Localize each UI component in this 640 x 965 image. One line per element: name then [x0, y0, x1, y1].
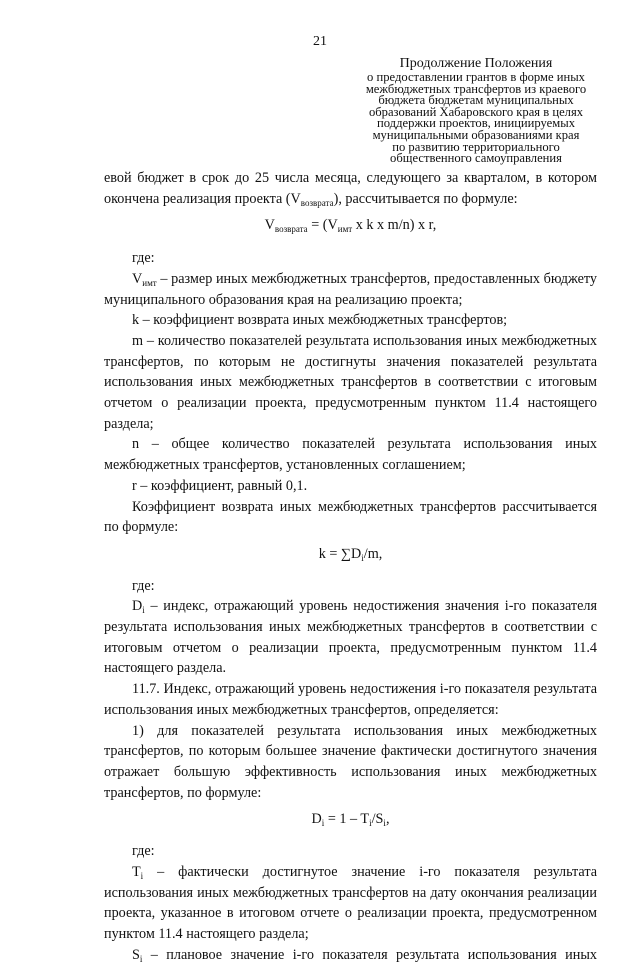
- text-run: D: [132, 598, 143, 615]
- subscript: i: [383, 818, 386, 829]
- header-line: бюджета бюджетам муниципальных: [378, 93, 574, 108]
- where-label: где:: [132, 250, 155, 267]
- text-run: T: [132, 863, 141, 880]
- text-run: k = ∑D: [318, 545, 362, 562]
- subscript: i: [142, 605, 145, 616]
- text-run: = (V: [307, 217, 338, 234]
- document-body: [104, 168, 597, 965]
- text-run: S: [132, 946, 140, 963]
- header-line: межбюджетных трансфертов из краевого: [365, 81, 587, 96]
- definition-di: [104, 596, 597, 679]
- paragraph-k-intro: Коэффициент возврата иных межбюджетных трансфертов рассчитывается по формуле:: [104, 498, 597, 536]
- definition-m: m – количество показателей результата использования иных межбюджетных трансфертов, по которым не достигнуты значения показателей результата использования иных межбюджетных трансфертов в соответствии с итоговым отчетом о реализации проекта, предусмотренным пунктом 11.4 настоящего раздела;: [104, 332, 597, 432]
- document-header: [352, 56, 600, 165]
- subscript: имт: [337, 224, 353, 235]
- subscript: i: [140, 870, 144, 881]
- subscript: i: [369, 818, 372, 829]
- text-run: – плановое значение i-го показателя результата использования иных: [142, 946, 597, 963]
- subscript: возврата: [300, 197, 334, 208]
- subscript: имт: [142, 277, 157, 288]
- definition-k: k – коэффициент возврата иных межбюджетных трансфертов;: [132, 312, 508, 329]
- text-run: ,: [385, 811, 390, 828]
- text-run: – индекс, отражающий уровень недостижения значения i-го показателя результата использования иных межбюджетных трансфертов в соответствии с итоговым отчетом о реализации проекта, предусмотренным пунктом 11.4 настоящего раздела.: [104, 598, 597, 677]
- text-run: = 1 – T: [324, 811, 370, 828]
- header-line: муниципальными образованиями края: [372, 127, 580, 142]
- header-line: общественного самоуправления: [390, 151, 562, 166]
- formula-k: [104, 544, 597, 565]
- where-label: где:: [132, 577, 155, 594]
- header-line: о предоставлении грантов в форме иных: [367, 70, 585, 84]
- formula-return-amount: [104, 215, 597, 236]
- text-run: V: [132, 270, 143, 287]
- paragraph-11-7-item-1: 1) для показателей результата использования иных межбюджетных трансфертов, по которым большее значение фактически достигнутого значения отражает большую эффективность использования иных межбюджетных трансфертов, по формуле:: [104, 722, 597, 801]
- definition-si: [104, 945, 597, 965]
- subscript: i: [139, 953, 143, 964]
- paragraph-continuation: евой бюджет в срок до 25 числа месяца, следующего за кварталом, в котором: [104, 170, 597, 186]
- header-line: поддержки проектов, инициируемых: [376, 116, 575, 131]
- text-run: /S: [371, 811, 384, 828]
- text-run: x k x m/n) x r,: [352, 217, 437, 234]
- where-label: где:: [132, 843, 155, 860]
- text-run: V: [264, 217, 275, 234]
- text-run: /m,: [363, 545, 383, 562]
- header-title: Продолжение Положения: [399, 56, 553, 71]
- paragraph-11-7: 11.7. Индекс, отражающий уровень недостижения i-го показателя результата использования иных межбюджетных трансфертов, определяется:: [104, 681, 597, 718]
- subscript: i: [361, 552, 364, 563]
- header-line: по развитию территориального: [392, 139, 560, 154]
- subscript: i: [321, 818, 325, 829]
- text-run: ), рассчитывается по формуле:: [333, 190, 518, 207]
- text-run: – размер иных межбюджетных трансфертов, предоставленных бюджету муниципального образования края на реализацию проекта;: [104, 270, 597, 308]
- formula-di: [104, 809, 597, 830]
- paragraph-continuation-end: [104, 189, 597, 210]
- text-run: – фактически достигнутое значение i-го показателя результата использования иных межбюджетных трансфертов на дату окончания реализации проекта, указанное в итоговом отчете о реализации проекта, предусмотренном пунктом 11.4 настоящего раздела;: [104, 863, 597, 942]
- definition-ti: [104, 862, 597, 945]
- page-number: 21: [313, 34, 327, 49]
- definition-vimt: [104, 269, 597, 310]
- header-line: образований Хабаровского края в целях: [368, 104, 584, 119]
- subscript: возврата: [274, 224, 308, 235]
- text-run: D: [311, 811, 322, 828]
- text-run: окончена реализация проекта (V: [104, 190, 301, 207]
- definition-n: n – общее количество показателей результата использования иных межбюджетных трансфертов, установленных соглашением;: [104, 436, 597, 474]
- definition-r: r – коэффициент, равный 0,1.: [132, 477, 308, 494]
